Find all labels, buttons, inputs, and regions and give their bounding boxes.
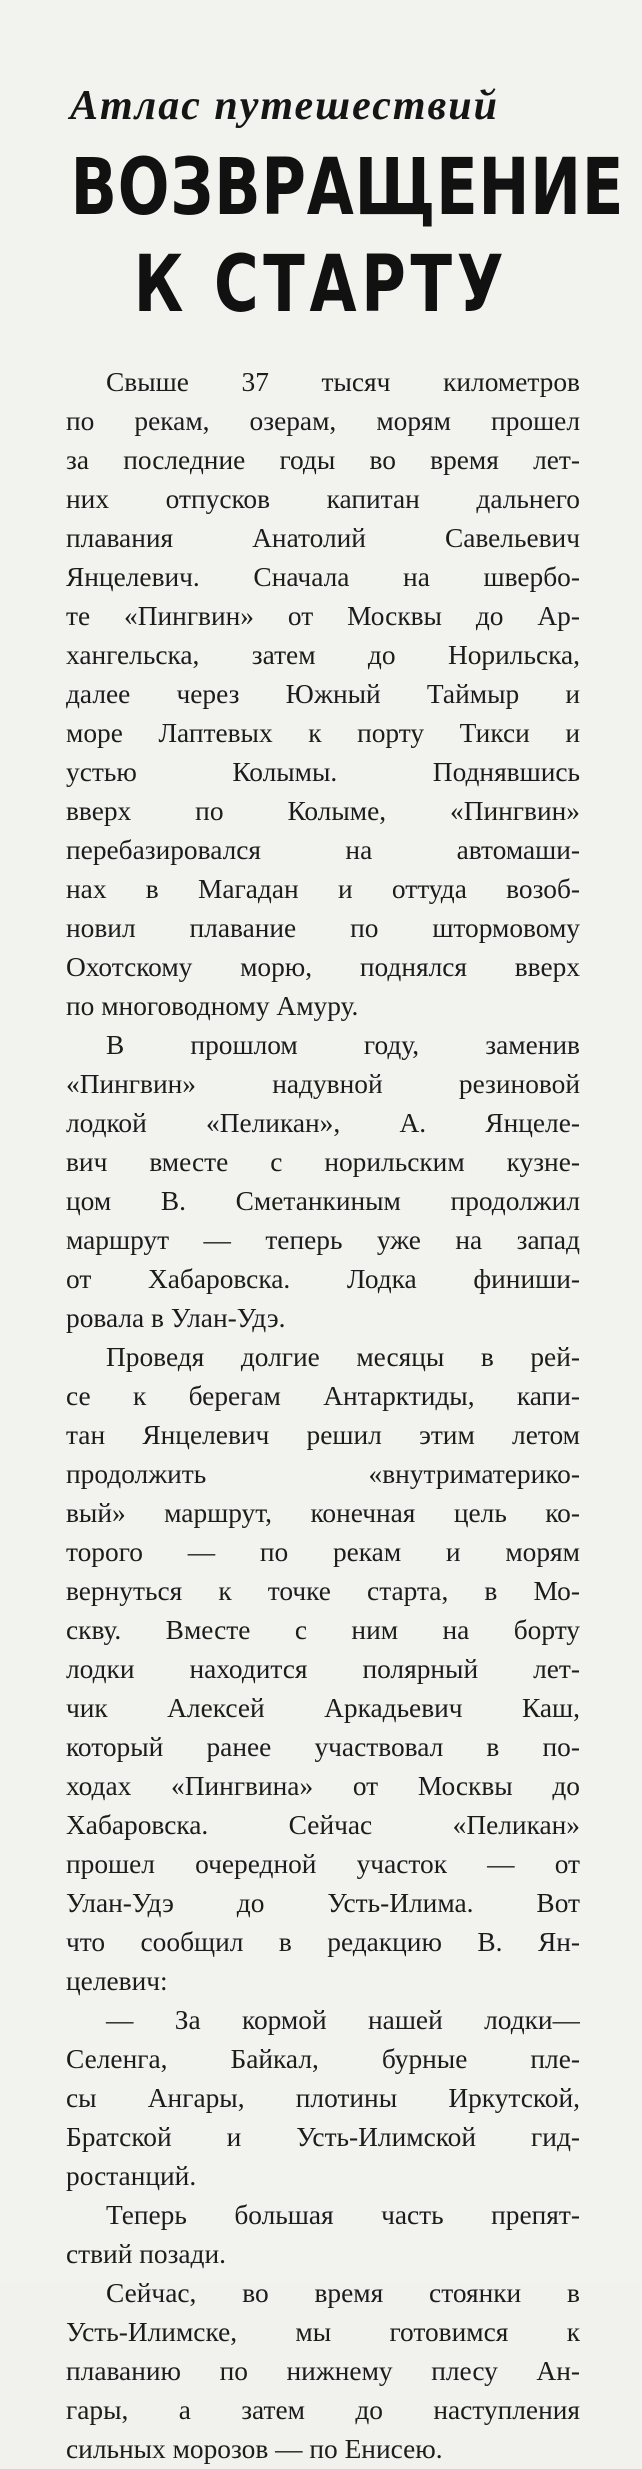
article-line: что сообщил в редакцию В. Ян- bbox=[66, 1927, 580, 1957]
article-line: торого — по рекам и морям bbox=[66, 1537, 580, 1567]
article-paragraph bbox=[66, 363, 580, 1026]
article-line: те «Пингвин» от Москвы до Ар- bbox=[66, 601, 580, 631]
article-line: ровала в Улан-Удэ. bbox=[66, 1303, 286, 1333]
article-line: лодки находится полярный лет- bbox=[66, 1654, 580, 1684]
article-paragraph bbox=[66, 2001, 580, 2196]
article-line: нах в Магадан и оттуда возоб- bbox=[66, 874, 580, 904]
article-line: по многоводному Амуру. bbox=[66, 991, 359, 1021]
article-line: море Лаптевых к порту Тикси и bbox=[66, 718, 580, 748]
article-line: который ранее участвовал в по- bbox=[66, 1732, 580, 1762]
article-line: вернуться к точке старта, в Мо- bbox=[66, 1576, 580, 1606]
article-line: вич вместе с норильским кузне- bbox=[66, 1147, 580, 1177]
article-line: новил плавание по штормовому bbox=[66, 913, 580, 943]
article-line: Янцелевич. Сначала на швербо- bbox=[66, 562, 580, 592]
article-body bbox=[66, 363, 580, 2469]
article-line: далее через Южный Таймыр и bbox=[66, 679, 580, 709]
article-line: хангельска, затем до Норильска, bbox=[66, 640, 580, 670]
article-line: вый» маршрут, конечная цель ко- bbox=[66, 1498, 580, 1528]
article-line: целевич: bbox=[66, 1966, 168, 1996]
article-line: сы Ангары, плотины Иркутской, bbox=[66, 2083, 580, 2113]
article-line: Свыше 37 тысяч километров bbox=[106, 367, 580, 397]
article-line: по рекам, озерам, морям прошел bbox=[66, 406, 580, 436]
article-paragraph bbox=[66, 2274, 580, 2469]
article-line: плавания Анатолий Савельевич bbox=[66, 523, 580, 553]
article-line: скву. Вместе с ним на борту bbox=[66, 1615, 580, 1645]
article-line: Проведя долгие месяцы в рей- bbox=[106, 1342, 580, 1372]
article-line: Сейчас, во время стоянки в bbox=[106, 2278, 580, 2308]
article-line: перебазировался на автомаши- bbox=[66, 835, 580, 865]
article-paragraph bbox=[66, 1026, 580, 1338]
article-line: вверх по Колыме, «Пингвин» bbox=[66, 796, 580, 826]
rubric-title: Атлас путешествий bbox=[70, 83, 500, 129]
article-line: продолжить «внутриматерико- bbox=[66, 1459, 580, 1489]
article-line: Братской и Усть-Илимской гид- bbox=[66, 2122, 580, 2152]
article-line: Селенга, Байкал, бурные пле- bbox=[66, 2044, 580, 2074]
article-line: ствий позади. bbox=[66, 2239, 226, 2269]
article-paragraph bbox=[66, 1338, 580, 2001]
article-line: устью Колымы. Поднявшись bbox=[66, 757, 580, 787]
article-line: «Пингвин» надувной резиновой bbox=[66, 1069, 580, 1099]
article-line: цом В. Сметанкиным продолжил bbox=[66, 1186, 580, 1216]
article-line: тан Янцелевич решил этим летом bbox=[66, 1420, 580, 1450]
article-line: — За кормой нашей лодки— bbox=[106, 2005, 580, 2035]
article-line: Хабаровска. Сейчас «Пеликан» bbox=[66, 1810, 580, 1840]
article-line: Усть-Илимске, мы готовимся к bbox=[66, 2317, 580, 2347]
article-line: ходах «Пингвина» от Москвы до bbox=[66, 1771, 580, 1801]
headline-line-1: ВОЗВРАЩЕНИЕ bbox=[70, 143, 625, 233]
article-line: чик Алексей Аркадьевич Каш, bbox=[66, 1693, 580, 1723]
article-line: маршрут — теперь уже на запад bbox=[66, 1225, 580, 1255]
headline-line-2: К СТАРТУ bbox=[133, 240, 509, 330]
article-line: них отпусков капитан дальнего bbox=[66, 484, 580, 514]
article-line: плаванию по нижнему плесу Ан- bbox=[66, 2356, 580, 2386]
article-line: от Хабаровска. Лодка финиши- bbox=[66, 1264, 580, 1294]
article-line: Теперь большая часть препят- bbox=[106, 2200, 580, 2230]
article-line: сильных морозов — по Енисею. bbox=[66, 2434, 443, 2464]
article-line: гары, а затем до наступления bbox=[66, 2395, 580, 2425]
article-line: Охотскому морю, поднялся вверх bbox=[66, 952, 580, 982]
article-line: прошел очередной участок — от bbox=[66, 1849, 580, 1879]
article-line: за последние годы во время лет- bbox=[66, 445, 580, 475]
article-line: лодкой «Пеликан», А. Янцеле- bbox=[66, 1108, 580, 1138]
article-line: Улан-Удэ до Усть-Илима. Вот bbox=[66, 1888, 580, 1918]
article-line: ростанций. bbox=[66, 2161, 197, 2191]
article-line: се к берегам Антарктиды, капи- bbox=[66, 1381, 580, 1411]
article-line: В прошлом году, заменив bbox=[106, 1030, 580, 1060]
article-paragraph bbox=[66, 2196, 580, 2274]
